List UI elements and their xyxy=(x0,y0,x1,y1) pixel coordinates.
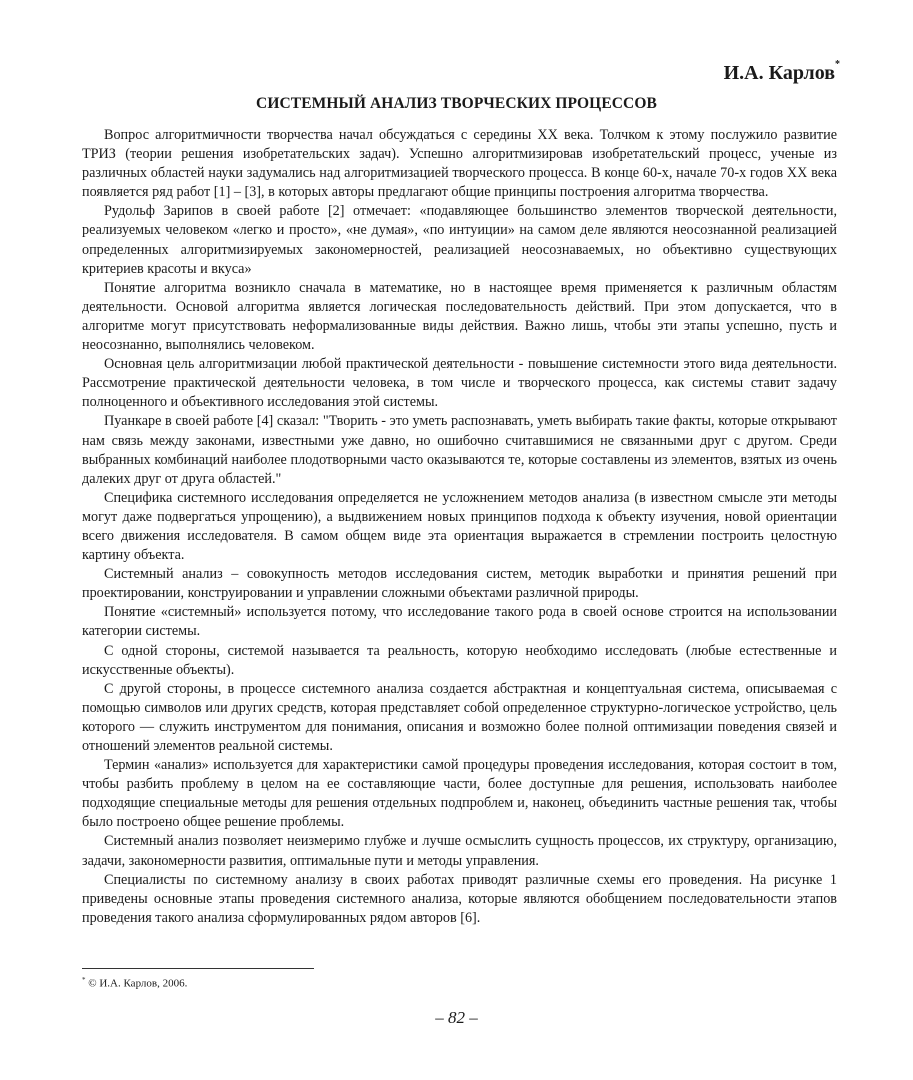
footnote-text: © И.А. Карлов, 2006. xyxy=(85,977,188,990)
paragraph: Понятие алгоритма возникло сначала в математике, но в настоящее время применяется к различным областям деятельности. Основой алгоритма является логическая последовательность действий. При этом допускается, что в алгоритме могут присутствовать неформализованные виды действия. Важно лишь, чтобы эти этапы успешно, пусть и неосознанно, выполнялись человеком. xyxy=(82,279,837,354)
author-name xyxy=(723,59,840,85)
page-number: – 82 – xyxy=(435,1008,478,1027)
author-footnote-mark: * xyxy=(835,59,840,71)
author-name-text: И.А. Карлов xyxy=(723,62,835,84)
paragraph: Понятие «системный» используется потому, что исследование такого рода в своей основе строится на использовании категории системы. xyxy=(82,604,837,640)
article-body xyxy=(82,126,837,928)
paragraph: Системный анализ позволяет неизмеримо глубже и лучше осмыслить сущность процессов, их структуру, организацию, задачи, закономерности развития, оптимальные пути и методы управления. xyxy=(82,833,837,869)
footnote-divider xyxy=(82,968,314,969)
article-title: СИСТЕМНЫЙ АНАЛИЗ ТВОРЧЕСКИХ ПРОЦЕССОВ xyxy=(256,95,657,112)
paragraph: Основная цель алгоритмизации любой практической деятельности - повышение системности этого вида деятельности. Рассмотрение практической деятельности человека, в том числе и творческого процесса, как системы ставит задачу полноценного и объективного исследования этой системы. xyxy=(82,356,837,411)
paragraph: С другой стороны, в процессе системного анализа создается абстрактная и концептуальная система, описываемая с помощью символов или других средств, которая представляет собой определенное структурно-логическое устройство, цель которого — служить инструментом для понимания, описания и возможно более полной оптимизации поведения связей и отношений элементов реальной системы. xyxy=(82,680,837,754)
paragraph: Специфика системного исследования определяется не усложнением методов анализа (в известном смысле эти методы могут даже подвергаться упрощению), а выдвижением новых принципов подхода к объекту изучения, новой ориентации всего движения исследователя. В самом общем виде эта ориентация выражается в стремлении построить целостную картину объекта. xyxy=(82,489,837,564)
paragraph: Специалисты по системному анализу в своих работах приводят различные схемы его проведения. На рисунке 1 приведены основные этапы проведения системного анализа, которые являются обобщением последовательности этапов проведения такого анализа сформулированных рядом авторов [6]. xyxy=(82,871,837,926)
paragraph: Системный анализ – совокупность методов исследования систем, методик выработки и принятия решений при проектировании, конструировании и управлении сложными объектами различной природы. xyxy=(82,566,837,602)
footnote-mark: * xyxy=(82,976,86,984)
paragraph: Вопрос алгоритмичности творчества начал обсуждаться с середины XX века. Толчком к этому послужило развитие ТРИЗ (теории решения изобретательских задач). Успешно алгоритмизировав изобретательский процесс, ученые из различных областей науки задумались над алгоритмизацией творческого процесса. В конце 60-х, начале 70-х годов XX века появляется ряд работ [1] – [3], в которых авторы предлагают общие принципы построения алгоритма творчества. xyxy=(82,127,837,201)
paragraph: С одной стороны, системой называется та реальность, которую необходимо исследовать (любые естественные и искусственные объекты). xyxy=(82,642,837,678)
paragraph: Рудольф Зарипов в своей работе [2] отмечает: «подавляющее большинство элементов творческой деятельности, реализуемых человеком «легко и просто», «не думая», «по интуиции» на самом деле являются неосознанной реализацией определенных алгоритмизируемых закономерностей, реализацией неосознаваемых, но объективно существующих критериев красоты и вкуса» xyxy=(82,203,837,277)
paragraph: Термин «анализ» используется для характеристики самой процедуры проведения исследования, которая состоит в том, чтобы разбить проблему в целом на ее составляющие части, более доступные для решения, использовать наиболее подходящие специальные методы для решения отдельных подпроблем и, наконец, объединить частные решения так, чтобы было построено общее решение проблемы. xyxy=(82,757,837,831)
footnote xyxy=(82,976,187,990)
paragraph: Пуанкаре в своей работе [4] сказал: "Творить - это уметь распознавать, уметь выбирать такие факты, которые открывают нам связь между законами, известными уже давно, но ошибочно считавшимися не связанными друг с другом. Среди выбранных комбинаций наиболее плодотворными часто оказываются те, которые составлены из элементов, взятых из очень далеких друг от друга областей." xyxy=(82,413,837,487)
